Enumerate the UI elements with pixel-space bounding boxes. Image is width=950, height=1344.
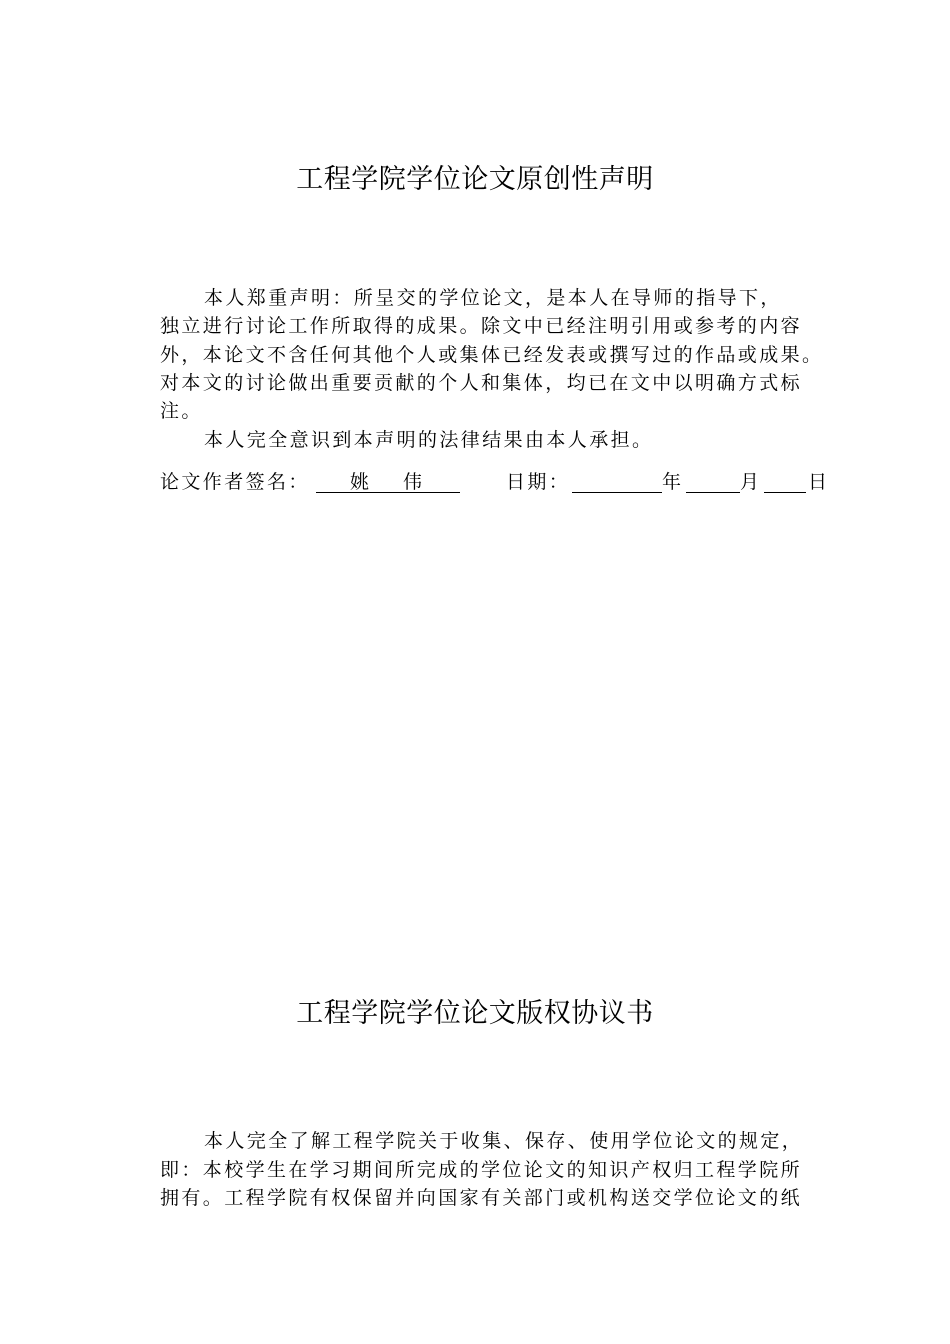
declaration-line-1: 本人郑重声明：所呈交的学位论文，是本人在导师的指导下， xyxy=(204,287,782,309)
date-day-label: 日 xyxy=(808,471,830,493)
copyright-line-1: 本人完全了解工程学院关于收集、保存、使用学位论文的规定， xyxy=(204,1130,804,1152)
copyright-title: 工程学院学位论文版权协议书 xyxy=(296,998,654,1029)
signature-name: 姚 伟 xyxy=(350,471,437,493)
declaration-line-2: 独立进行讨论工作所取得的成果。除文中已经注明引用或参考的内容 xyxy=(160,315,803,337)
declaration-line-5: 注。 xyxy=(160,400,203,422)
date-month-label: 月 xyxy=(740,471,762,493)
declaration-line-3: 外，本论文不含任何其他个人或集体已经发表或撰写过的作品或成果。 xyxy=(160,344,824,366)
declaration-title: 工程学院学位论文原创性声明 xyxy=(296,164,654,195)
signature-row xyxy=(160,468,860,498)
copyright-line-2: 即：本校学生在学习期间所完成的学位论文的知识产权归工程学院所 xyxy=(160,1159,803,1181)
date-month-field xyxy=(686,468,740,493)
declaration-line-4: 对本文的讨论做出重要贡献的个人和集体，均已在文中以明确方式标 xyxy=(160,372,803,394)
declaration-paragraph-2: 本人完全意识到本声明的法律结果由本人承担。 xyxy=(204,429,654,451)
date-label: 日期： xyxy=(506,471,571,493)
date-year-label: 年 xyxy=(662,471,684,493)
date-day-field xyxy=(764,468,806,493)
date-year-field xyxy=(572,468,662,493)
signature-label: 论文作者签名： xyxy=(160,471,310,493)
copyright-line-3: 拥有。工程学院有权保留并向国家有关部门或机构送交学位论文的纸 xyxy=(160,1187,803,1209)
